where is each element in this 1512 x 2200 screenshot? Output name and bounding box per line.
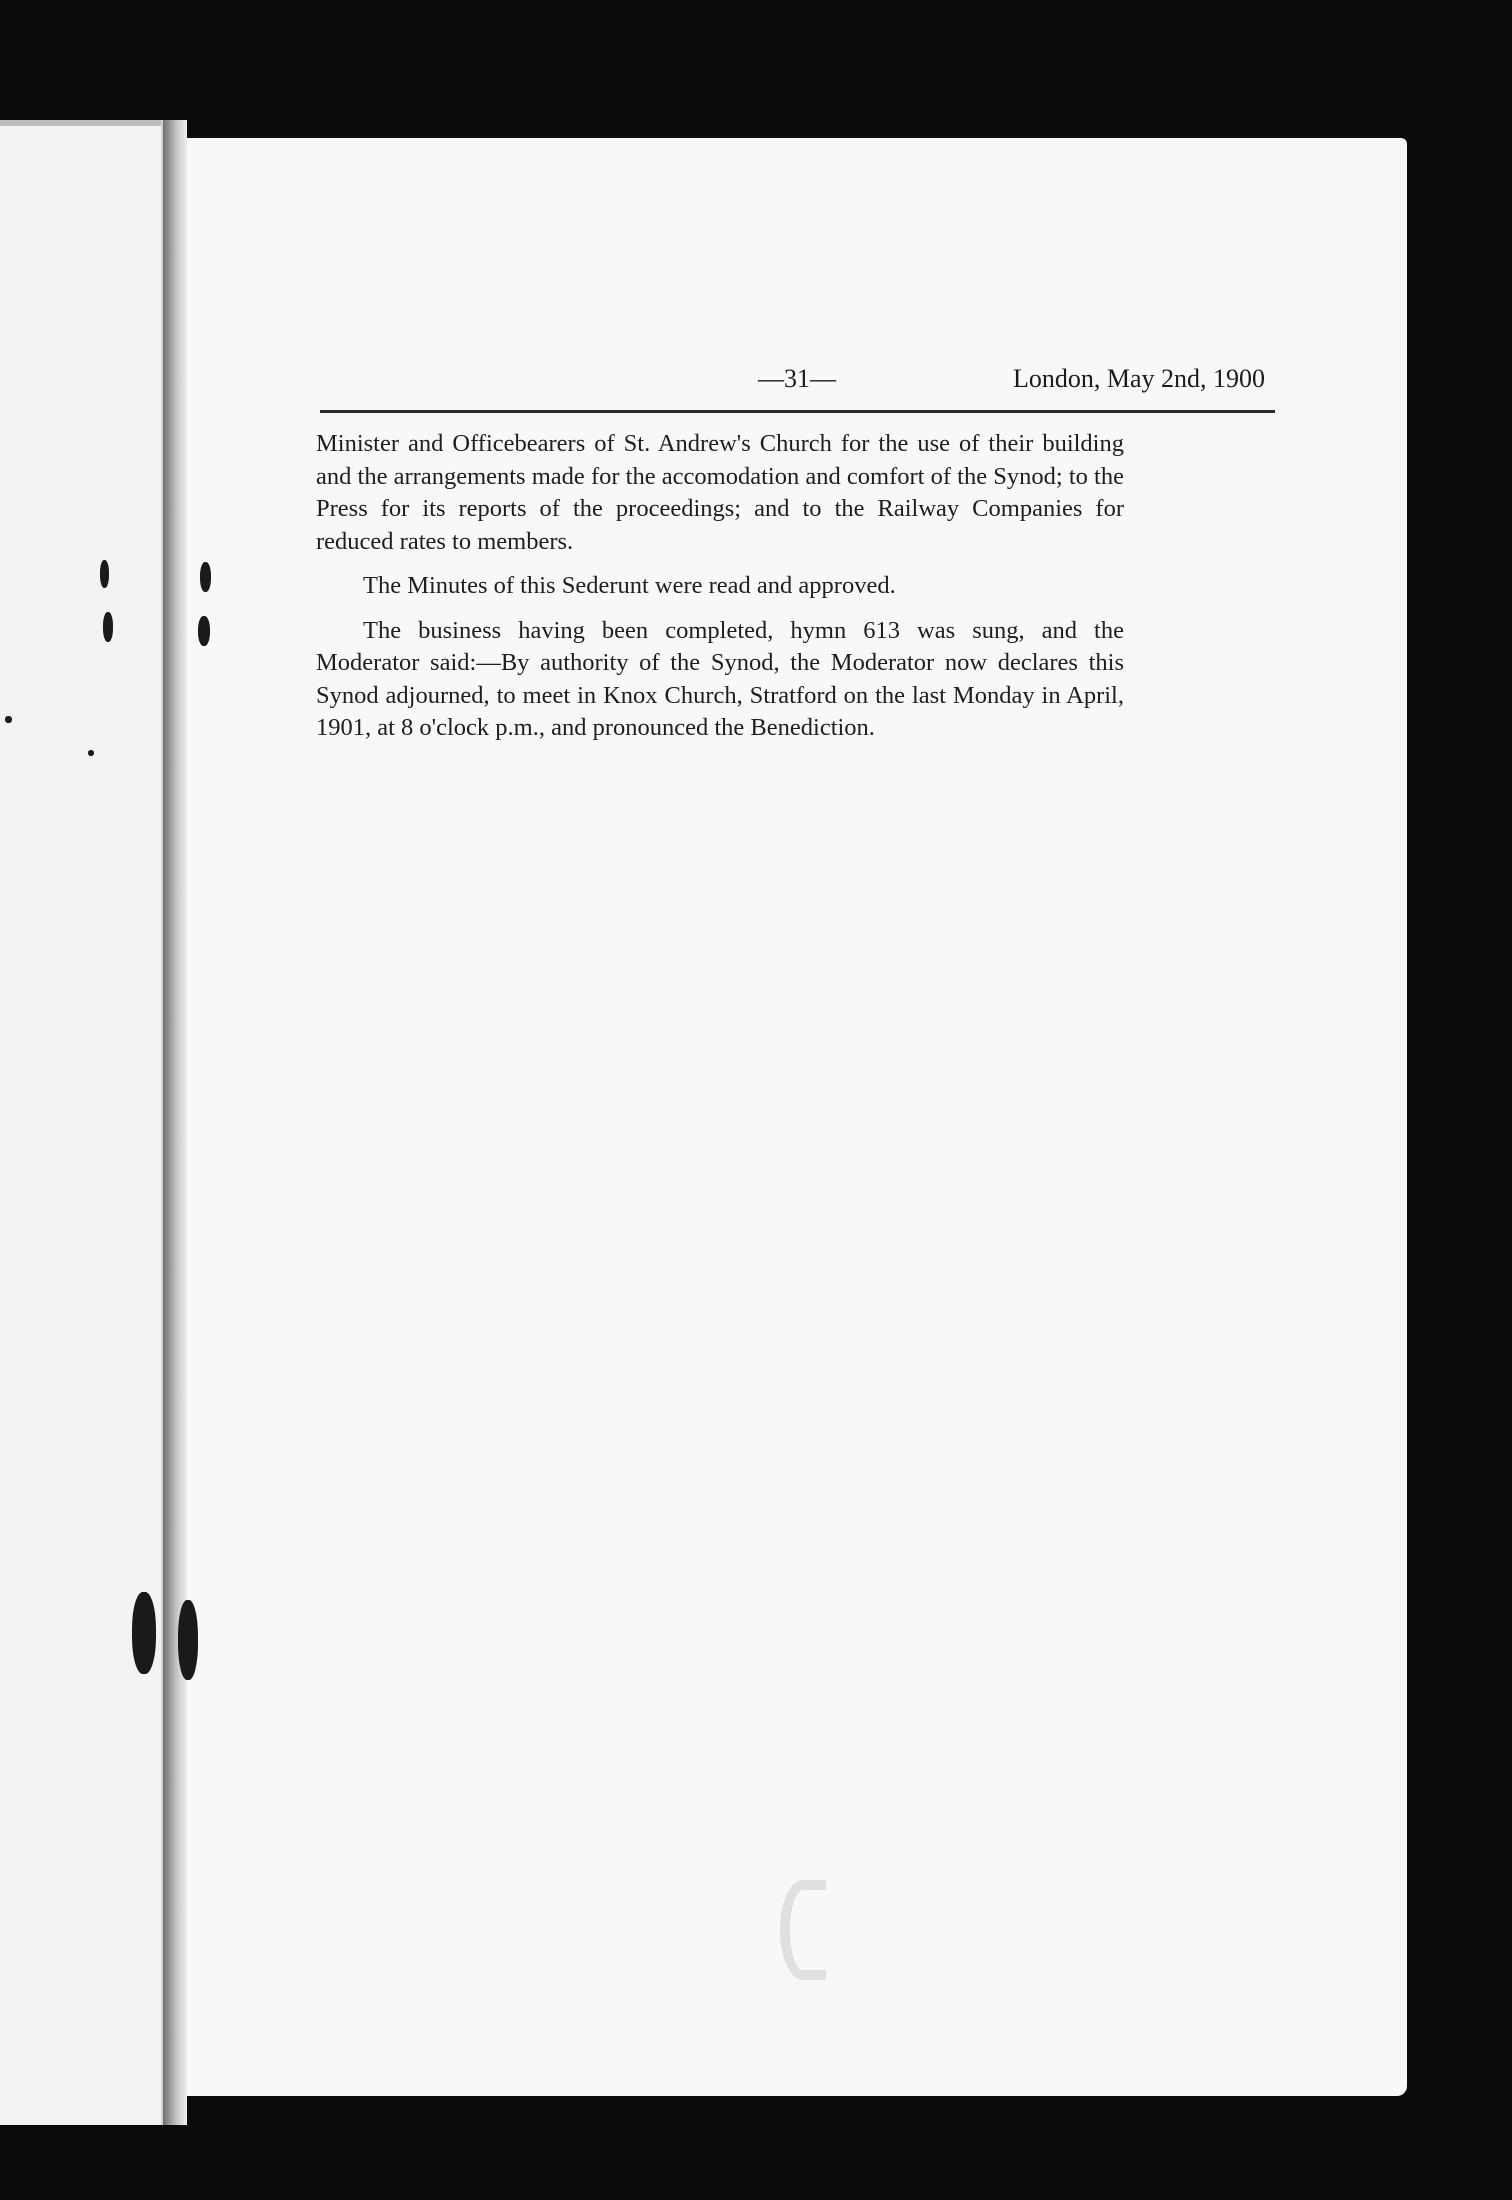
- ink-smudge: [198, 616, 210, 646]
- ink-smudge: [100, 560, 109, 588]
- ink-smudge: [103, 612, 113, 642]
- binding-clip-mark: [132, 1592, 156, 1674]
- paragraph-adjournment: The business having been completed, hymn 613 was sung, and the Moderator said:—By authority of the Synod, the Moderator now declares this Synod adjourned, to meet in Knox Church, Stratford on the last Monday in April, 1901, at 8 o'clock p.m., and pronounced the Benediction.: [316, 616, 1124, 741]
- paragraph-minutes-approved: The Minutes of this Sederunt were read and approved.: [363, 572, 896, 599]
- ink-smudge: [200, 562, 211, 592]
- binding-clip-mark: [178, 1600, 198, 1680]
- page-header: [320, 356, 1275, 413]
- facing-page: [0, 120, 175, 2125]
- paragraph-thanks: Minister and Officebearers of St. Andrew's Church for the use of their building and the arrangements made for the accomodation and comfort of the Synod; to the Press for its reports of the proceedings; and to the Railway Companies for reduced rates to members.: [316, 430, 1124, 555]
- ink-smudge: [5, 716, 12, 723]
- ink-smudge: [88, 750, 94, 756]
- faded-mark: [780, 1880, 826, 1980]
- facing-page-rim: [0, 120, 175, 126]
- minutes-text: [316, 428, 1124, 757]
- binding-gutter: [163, 120, 187, 2125]
- page-number: —31—: [758, 364, 836, 393]
- place-date: London, May 2nd, 1900: [1012, 364, 1265, 393]
